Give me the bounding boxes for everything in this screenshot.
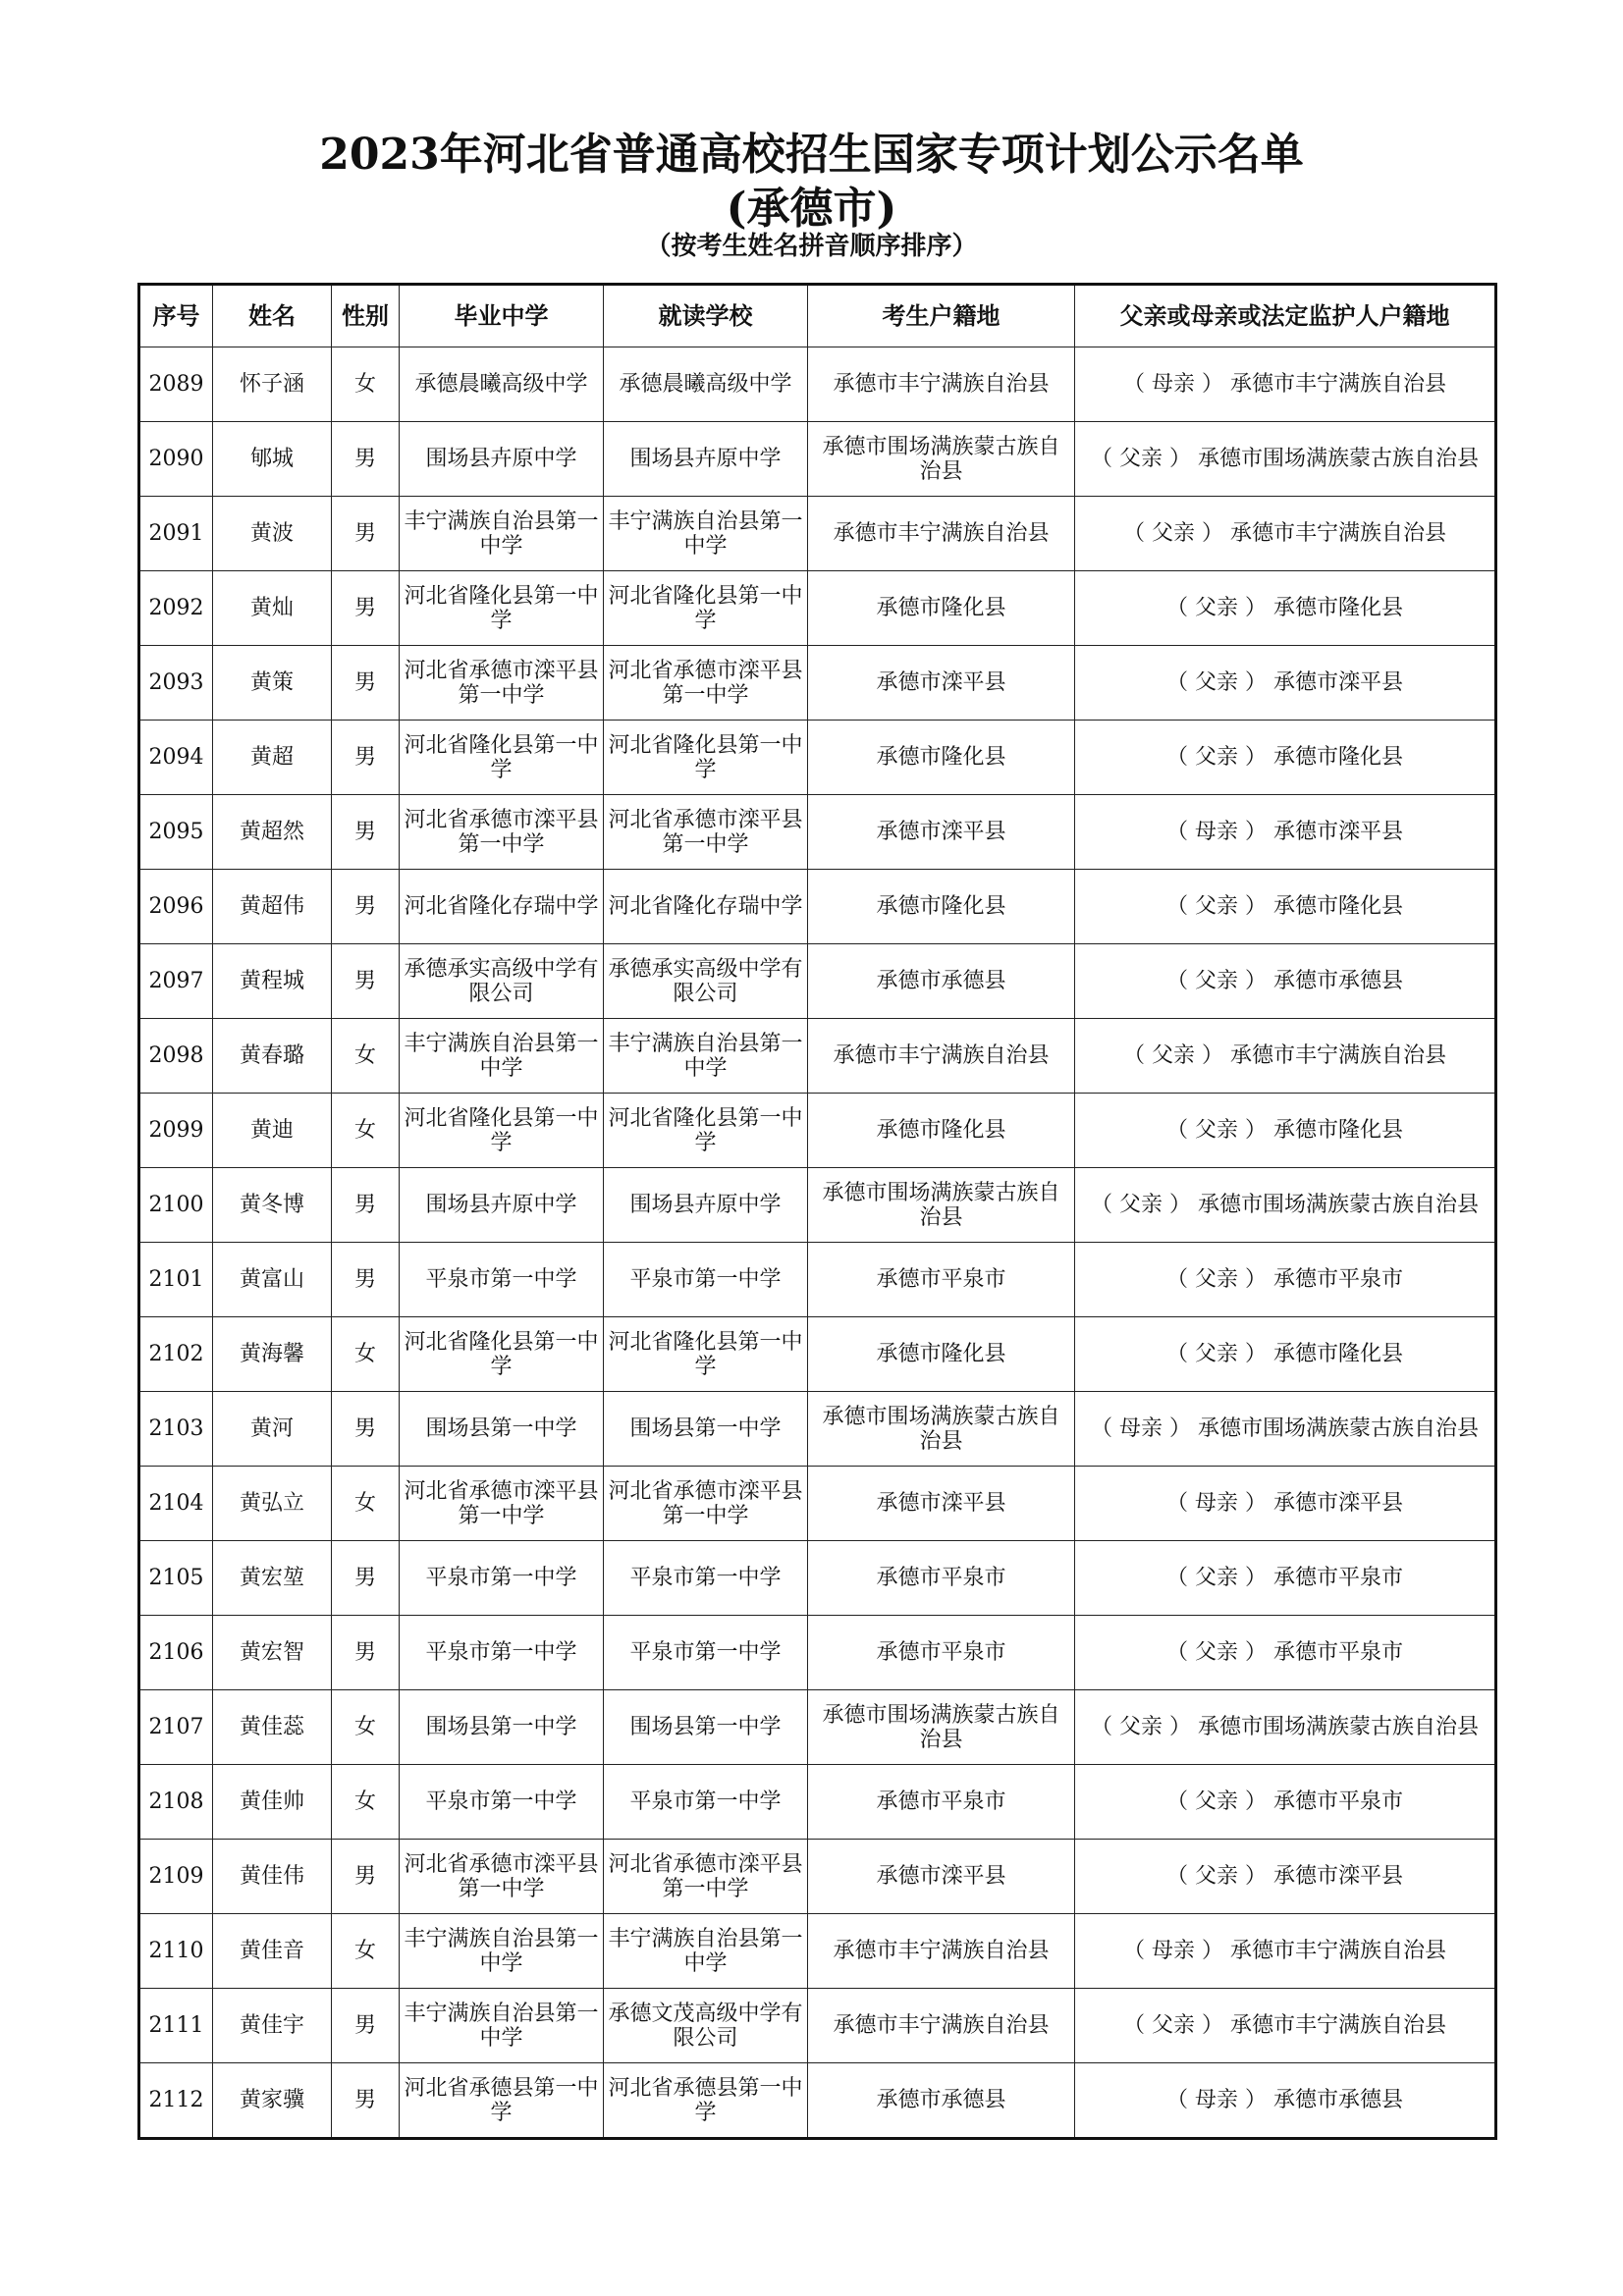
cell-grad-school: 承德晨曦高级中学 <box>400 347 604 422</box>
table-row <box>139 2063 1496 2139</box>
cell-residence: 承德市围场满族蒙古族自治县 <box>808 1392 1075 1467</box>
cell-current-school: 河北省隆化县第一中学 <box>604 721 808 795</box>
cell-current-school: 平泉市第一中学 <box>604 1243 808 1317</box>
header-seq: 序号 <box>139 285 213 347</box>
cell-grad-school: 河北省承德市滦平县第一中学 <box>400 1467 604 1541</box>
cell-gender: 男 <box>332 795 400 870</box>
cell-gender: 男 <box>332 944 400 1019</box>
cell-seq: 2109 <box>139 1840 213 1914</box>
cell-guardian-residence: （ 父亲 ） 承德市隆化县 <box>1075 571 1496 646</box>
roster-table <box>137 283 1497 2140</box>
roster-body <box>139 347 1496 2139</box>
cell-seq: 2111 <box>139 1989 213 2063</box>
cell-grad-school: 河北省隆化县第一中学 <box>400 1317 604 1392</box>
cell-grad-school: 平泉市第一中学 <box>400 1616 604 1690</box>
cell-current-school: 河北省承德市滦平县第一中学 <box>604 646 808 721</box>
cell-residence: 承德市平泉市 <box>808 1616 1075 1690</box>
header-name: 姓名 <box>213 285 332 347</box>
cell-seq: 2096 <box>139 870 213 944</box>
table-row <box>139 1317 1496 1392</box>
cell-gender: 男 <box>332 1840 400 1914</box>
cell-seq: 2094 <box>139 721 213 795</box>
cell-gender: 男 <box>332 497 400 571</box>
cell-guardian-residence: （ 父亲 ） 承德市承德县 <box>1075 944 1496 1019</box>
cell-grad-school: 河北省承德市滦平县第一中学 <box>400 646 604 721</box>
table-row <box>139 1914 1496 1989</box>
cell-current-school: 平泉市第一中学 <box>604 1616 808 1690</box>
cell-seq: 2104 <box>139 1467 213 1541</box>
cell-guardian-residence: （ 父亲 ） 承德市围场满族蒙古族自治县 <box>1075 1690 1496 1765</box>
cell-gender: 男 <box>332 571 400 646</box>
table-row <box>139 646 1496 721</box>
table-row <box>139 422 1496 497</box>
cell-seq: 2093 <box>139 646 213 721</box>
cell-current-school: 丰宁满族自治县第一中学 <box>604 1914 808 1989</box>
cell-seq: 2090 <box>139 422 213 497</box>
cell-guardian-residence: （ 父亲 ） 承德市丰宁满族自治县 <box>1075 1019 1496 1094</box>
cell-residence: 承德市滦平县 <box>808 646 1075 721</box>
cell-seq: 2108 <box>139 1765 213 1840</box>
cell-gender: 女 <box>332 1914 400 1989</box>
cell-seq: 2091 <box>139 497 213 571</box>
cell-current-school: 河北省隆化存瑞中学 <box>604 870 808 944</box>
cell-residence: 承德市丰宁满族自治县 <box>808 497 1075 571</box>
cell-grad-school: 承德承实高级中学有限公司 <box>400 944 604 1019</box>
cell-guardian-residence: （ 父亲 ） 承德市隆化县 <box>1075 870 1496 944</box>
cell-name: 黄佳蕊 <box>213 1690 332 1765</box>
cell-guardian-residence: （ 母亲 ） 承德市丰宁满族自治县 <box>1075 347 1496 422</box>
table-row <box>139 1989 1496 2063</box>
cell-gender: 女 <box>332 1094 400 1168</box>
cell-name: 黄佳音 <box>213 1914 332 1989</box>
cell-grad-school: 河北省隆化县第一中学 <box>400 571 604 646</box>
table-row <box>139 870 1496 944</box>
cell-name: 黄冬博 <box>213 1168 332 1243</box>
cell-grad-school: 河北省承德市滦平县第一中学 <box>400 1840 604 1914</box>
cell-gender: 男 <box>332 1989 400 2063</box>
cell-guardian-residence: （ 父亲 ） 承德市平泉市 <box>1075 1541 1496 1616</box>
cell-name: 黄佳伟 <box>213 1840 332 1914</box>
cell-gender: 女 <box>332 1019 400 1094</box>
cell-name: 黄河 <box>213 1392 332 1467</box>
cell-residence: 承德市围场满族蒙古族自治县 <box>808 422 1075 497</box>
cell-guardian-residence: （ 父亲 ） 承德市围场满族蒙古族自治县 <box>1075 422 1496 497</box>
cell-seq: 2112 <box>139 2063 213 2139</box>
cell-residence: 承德市滦平县 <box>808 795 1075 870</box>
cell-guardian-residence: （ 母亲 ） 承德市围场满族蒙古族自治县 <box>1075 1392 1496 1467</box>
table-row <box>139 795 1496 870</box>
page-title: 2023年河北省普通高校招生国家专项计划公示名单 <box>319 130 1304 180</box>
header-guardian-residence: 父亲或母亲或法定监护人户籍地 <box>1075 285 1496 347</box>
cell-current-school: 围场县卉原中学 <box>604 422 808 497</box>
cell-name: 黄春璐 <box>213 1019 332 1094</box>
cell-grad-school: 围场县卉原中学 <box>400 1168 604 1243</box>
cell-name: 黄宏智 <box>213 1616 332 1690</box>
cell-name: 黄灿 <box>213 571 332 646</box>
cell-current-school: 河北省承德县第一中学 <box>604 2063 808 2139</box>
cell-name: 黄程城 <box>213 944 332 1019</box>
cell-gender: 男 <box>332 1616 400 1690</box>
cell-guardian-residence: （ 母亲 ） 承德市承德县 <box>1075 2063 1496 2139</box>
cell-gender: 男 <box>332 870 400 944</box>
cell-gender: 女 <box>332 347 400 422</box>
cell-grad-school: 丰宁满族自治县第一中学 <box>400 1914 604 1989</box>
sort-note: （按考生姓名拼音顺序排序） <box>645 232 978 261</box>
cell-current-school: 河北省隆化县第一中学 <box>604 1094 808 1168</box>
cell-grad-school: 围场县卉原中学 <box>400 422 604 497</box>
cell-current-school: 承德晨曦高级中学 <box>604 347 808 422</box>
cell-current-school: 丰宁满族自治县第一中学 <box>604 1019 808 1094</box>
cell-residence: 承德市承德县 <box>808 2063 1075 2139</box>
cell-name: 黄超然 <box>213 795 332 870</box>
cell-residence: 承德市承德县 <box>808 944 1075 1019</box>
table-row <box>139 347 1496 422</box>
cell-guardian-residence: （ 父亲 ） 承德市滦平县 <box>1075 646 1496 721</box>
cell-gender: 男 <box>332 721 400 795</box>
cell-seq: 2092 <box>139 571 213 646</box>
cell-residence: 承德市平泉市 <box>808 1243 1075 1317</box>
table-row <box>139 1616 1496 1690</box>
cell-gender: 女 <box>332 1467 400 1541</box>
cell-name: 黄富山 <box>213 1243 332 1317</box>
cell-residence: 承德市隆化县 <box>808 1094 1075 1168</box>
header-current-school: 就读学校 <box>604 285 808 347</box>
cell-name: 黄宏堃 <box>213 1541 332 1616</box>
cell-residence: 承德市丰宁满族自治县 <box>808 1989 1075 2063</box>
cell-gender: 女 <box>332 1317 400 1392</box>
cell-residence: 承德市平泉市 <box>808 1541 1075 1616</box>
cell-guardian-residence: （ 父亲 ） 承德市丰宁满族自治县 <box>1075 497 1496 571</box>
cell-grad-school: 河北省承德县第一中学 <box>400 2063 604 2139</box>
cell-current-school: 围场县第一中学 <box>604 1392 808 1467</box>
cell-guardian-residence: （ 母亲 ） 承德市滦平县 <box>1075 1467 1496 1541</box>
table-row <box>139 1690 1496 1765</box>
cell-current-school: 平泉市第一中学 <box>604 1541 808 1616</box>
cell-guardian-residence: （ 母亲 ） 承德市滦平县 <box>1075 795 1496 870</box>
table-row <box>139 1840 1496 1914</box>
cell-name: 黄策 <box>213 646 332 721</box>
cell-name: 怀子涵 <box>213 347 332 422</box>
cell-residence: 承德市围场满族蒙古族自治县 <box>808 1168 1075 1243</box>
cell-name: 黄超 <box>213 721 332 795</box>
cell-guardian-residence: （ 父亲 ） 承德市丰宁满族自治县 <box>1075 1989 1496 2063</box>
cell-grad-school: 平泉市第一中学 <box>400 1765 604 1840</box>
cell-residence: 承德市隆化县 <box>808 870 1075 944</box>
table-row <box>139 944 1496 1019</box>
cell-gender: 女 <box>332 1765 400 1840</box>
table-row <box>139 571 1496 646</box>
cell-current-school: 承德承实高级中学有限公司 <box>604 944 808 1019</box>
table-row <box>139 1392 1496 1467</box>
cell-gender: 男 <box>332 422 400 497</box>
cell-seq: 2101 <box>139 1243 213 1317</box>
table-row <box>139 1168 1496 1243</box>
cell-gender: 男 <box>332 1168 400 1243</box>
cell-current-school: 河北省隆化县第一中学 <box>604 571 808 646</box>
cell-residence: 承德市隆化县 <box>808 571 1075 646</box>
header-gender: 性别 <box>332 285 400 347</box>
cell-guardian-residence: （ 父亲 ） 承德市平泉市 <box>1075 1243 1496 1317</box>
cell-grad-school: 平泉市第一中学 <box>400 1541 604 1616</box>
table-row <box>139 1243 1496 1317</box>
cell-name: 黄海馨 <box>213 1317 332 1392</box>
cell-guardian-residence: （ 父亲 ） 承德市围场满族蒙古族自治县 <box>1075 1168 1496 1243</box>
cell-residence: 承德市隆化县 <box>808 1317 1075 1392</box>
table-row <box>139 721 1496 795</box>
cell-grad-school: 河北省隆化县第一中学 <box>400 1094 604 1168</box>
cell-name: 黄超伟 <box>213 870 332 944</box>
page-subtitle: (承德市) <box>726 184 897 234</box>
cell-name: 郇城 <box>213 422 332 497</box>
cell-grad-school: 丰宁满族自治县第一中学 <box>400 1989 604 2063</box>
cell-current-school: 河北省承德市滦平县第一中学 <box>604 1840 808 1914</box>
table-row <box>139 1019 1496 1094</box>
cell-seq: 2089 <box>139 347 213 422</box>
cell-gender: 女 <box>332 1690 400 1765</box>
table-row <box>139 1765 1496 1840</box>
cell-seq: 2095 <box>139 795 213 870</box>
cell-current-school: 平泉市第一中学 <box>604 1765 808 1840</box>
cell-gender: 男 <box>332 1392 400 1467</box>
cell-current-school: 河北省承德市滦平县第一中学 <box>604 795 808 870</box>
cell-name: 黄波 <box>213 497 332 571</box>
cell-name: 黄家骥 <box>213 2063 332 2139</box>
cell-grad-school: 丰宁满族自治县第一中学 <box>400 1019 604 1094</box>
cell-residence: 承德市滦平县 <box>808 1467 1075 1541</box>
table-row <box>139 497 1496 571</box>
cell-gender: 男 <box>332 1243 400 1317</box>
cell-name: 黄弘立 <box>213 1467 332 1541</box>
cell-gender: 男 <box>332 2063 400 2139</box>
cell-residence: 承德市围场满族蒙古族自治县 <box>808 1690 1075 1765</box>
cell-current-school: 河北省承德市滦平县第一中学 <box>604 1467 808 1541</box>
cell-seq: 2106 <box>139 1616 213 1690</box>
cell-residence: 承德市滦平县 <box>808 1840 1075 1914</box>
cell-guardian-residence: （ 父亲 ） 承德市滦平县 <box>1075 1840 1496 1914</box>
cell-guardian-residence: （ 父亲 ） 承德市平泉市 <box>1075 1765 1496 1840</box>
cell-grad-school: 围场县第一中学 <box>400 1690 604 1765</box>
cell-current-school: 承德文茂高级中学有限公司 <box>604 1989 808 2063</box>
cell-seq: 2107 <box>139 1690 213 1765</box>
cell-residence: 承德市平泉市 <box>808 1765 1075 1840</box>
cell-seq: 2102 <box>139 1317 213 1392</box>
table-row <box>139 1467 1496 1541</box>
cell-guardian-residence: （ 父亲 ） 承德市隆化县 <box>1075 721 1496 795</box>
cell-gender: 男 <box>332 1541 400 1616</box>
cell-grad-school: 平泉市第一中学 <box>400 1243 604 1317</box>
cell-current-school: 围场县第一中学 <box>604 1690 808 1765</box>
cell-grad-school: 河北省承德市滦平县第一中学 <box>400 795 604 870</box>
cell-current-school: 围场县卉原中学 <box>604 1168 808 1243</box>
cell-name: 黄佳宇 <box>213 1989 332 2063</box>
header-grad-school: 毕业中学 <box>400 285 604 347</box>
cell-gender: 男 <box>332 646 400 721</box>
cell-grad-school: 丰宁满族自治县第一中学 <box>400 497 604 571</box>
cell-name: 黄佳帅 <box>213 1765 332 1840</box>
cell-grad-school: 河北省隆化存瑞中学 <box>400 870 604 944</box>
table-row <box>139 1541 1496 1616</box>
cell-seq: 2103 <box>139 1392 213 1467</box>
cell-guardian-residence: （ 父亲 ） 承德市隆化县 <box>1075 1094 1496 1168</box>
cell-name: 黄迪 <box>213 1094 332 1168</box>
header-residence: 考生户籍地 <box>808 285 1075 347</box>
cell-residence: 承德市隆化县 <box>808 721 1075 795</box>
cell-residence: 承德市丰宁满族自治县 <box>808 1019 1075 1094</box>
table-header-row <box>139 285 1496 347</box>
cell-current-school: 河北省隆化县第一中学 <box>604 1317 808 1392</box>
cell-seq: 2098 <box>139 1019 213 1094</box>
cell-seq: 2099 <box>139 1094 213 1168</box>
cell-guardian-residence: （ 父亲 ） 承德市隆化县 <box>1075 1317 1496 1392</box>
cell-seq: 2110 <box>139 1914 213 1989</box>
cell-residence: 承德市丰宁满族自治县 <box>808 1914 1075 1989</box>
cell-grad-school: 河北省隆化县第一中学 <box>400 721 604 795</box>
table-row <box>139 1094 1496 1168</box>
cell-seq: 2097 <box>139 944 213 1019</box>
cell-grad-school: 围场县第一中学 <box>400 1392 604 1467</box>
cell-current-school: 丰宁满族自治县第一中学 <box>604 497 808 571</box>
cell-guardian-residence: （ 母亲 ） 承德市丰宁满族自治县 <box>1075 1914 1496 1989</box>
cell-seq: 2105 <box>139 1541 213 1616</box>
cell-guardian-residence: （ 父亲 ） 承德市平泉市 <box>1075 1616 1496 1690</box>
cell-seq: 2100 <box>139 1168 213 1243</box>
cell-residence: 承德市丰宁满族自治县 <box>808 347 1075 422</box>
